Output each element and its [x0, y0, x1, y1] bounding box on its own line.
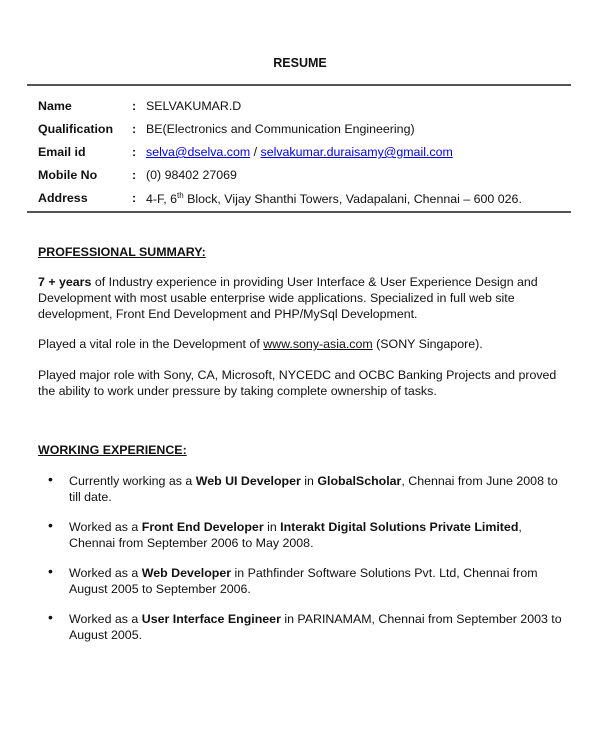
name-label: Name	[38, 99, 72, 113]
experience-heading: WORKING EXPERIENCE:	[38, 443, 187, 457]
address-label: Address	[38, 191, 88, 205]
list-item: Currently working as a Web UI Developer in GlobalScholar, Chennai from June 2008 to till date.	[69, 474, 558, 504]
email-value	[146, 145, 453, 159]
top-divider	[27, 84, 571, 86]
summary-text: of Industry experience in providing User Interface & User Experience Design and Development with most usable enterprise wide applications. Specialized in full web site development, Front End Development and PHP/MySql Development.	[38, 275, 538, 321]
summary-heading: PROFESSIONAL SUMMARY:	[38, 245, 206, 259]
bullet-icon: •	[48, 471, 53, 487]
address-part: 4-F, 6	[146, 192, 177, 207]
mobile-label: Mobile No	[38, 168, 98, 182]
summary-text: (SONY Singapore).	[372, 337, 483, 351]
list-item: Worked as a User Interface Engineer in PARINAMAM, Chennai from September 2003 to August 2005.	[69, 612, 562, 642]
email-separator: /	[250, 145, 261, 159]
resume-title: RESUME	[273, 56, 327, 70]
bottom-divider	[27, 211, 571, 213]
mobile-value: (0) 98402 27069	[146, 168, 237, 182]
list-item: Worked as a Front End Developer in Interakt Digital Solutions Private Limited, Chennai from September 2006 to May 2008.	[69, 520, 522, 550]
colon: :	[132, 145, 137, 159]
colon: :	[132, 191, 137, 205]
summary-paragraph-3: Played major role with Sony, CA, Microsoft, NYCEDC and OCBC Banking Projects and proved the ability to work under pressure by taking complete ownership of tasks.	[38, 368, 557, 398]
email-link-1[interactable]: selva@dselva.com	[146, 145, 251, 159]
bullet-icon: •	[48, 563, 53, 579]
summary-text: Played a vital role in the Development of	[38, 337, 264, 351]
address-sup: th	[177, 191, 184, 200]
bullet-icon: •	[48, 517, 53, 533]
qualification-label: Qualification	[38, 122, 114, 136]
colon: :	[132, 168, 137, 182]
address-value	[146, 191, 522, 206]
summary-paragraph-2	[38, 336, 568, 352]
colon: :	[132, 99, 137, 113]
bullet-icon: •	[48, 609, 53, 625]
name-value: SELVAKUMAR.D	[146, 99, 242, 113]
sony-link[interactable]: www.sony-asia.com	[263, 337, 373, 351]
address-part: Block, Vijay Shanthi Towers, Vadapalani, Chennai – 600 026.	[183, 192, 522, 207]
list-item: Worked as a Web Developer in Pathfinder Software Solutions Pvt. Ltd, Chennai from August 2005 to September 2006.	[69, 566, 538, 596]
years-highlight: 7 + years	[38, 275, 92, 289]
email-link-2[interactable]: selvakumar.duraisamy@gmail.com	[260, 145, 453, 159]
qualification-value: BE(Electronics and Communication Engineering)	[146, 122, 415, 136]
summary-paragraph-1	[38, 274, 568, 322]
colon: :	[132, 122, 137, 136]
email-label: Email id	[38, 145, 86, 159]
